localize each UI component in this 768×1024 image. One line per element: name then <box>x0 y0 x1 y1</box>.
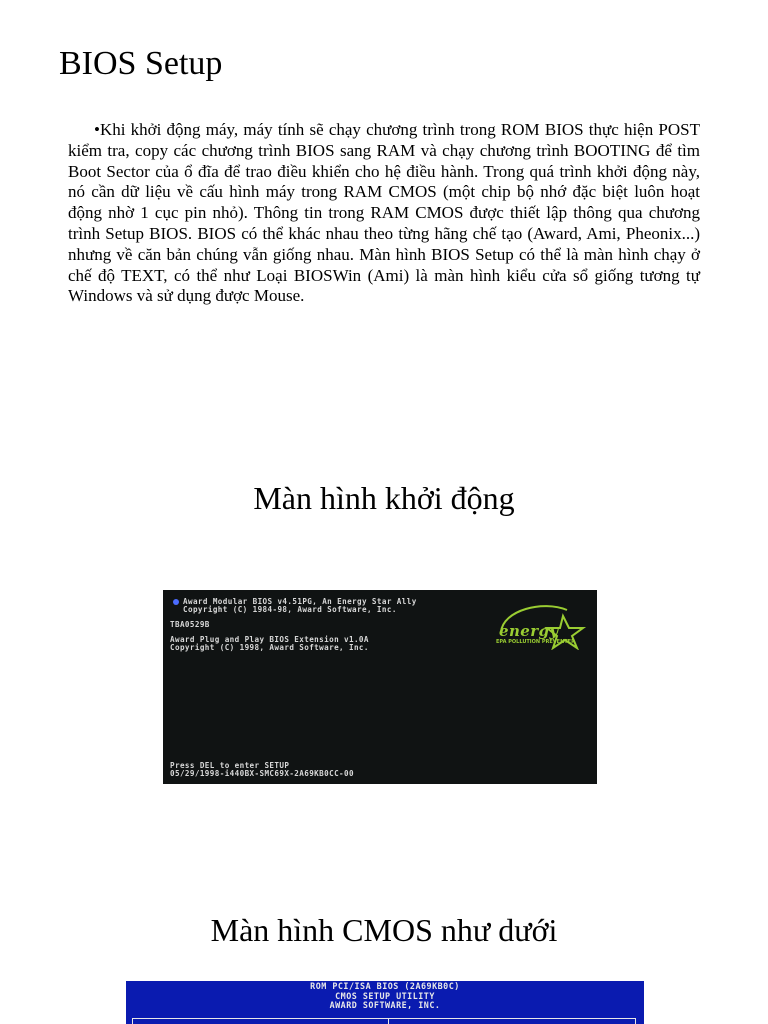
boot-line-3: TBA0529B <box>170 620 210 629</box>
cmos-menu-divider <box>388 1018 389 1024</box>
boot-line-4: Award Plug and Play BIOS Extension v1.0A <box>170 635 369 644</box>
boot-line-6: Press DEL to enter SETUP <box>170 761 290 770</box>
cmos-screen-heading: Màn hình CMOS như dưới <box>210 912 558 948</box>
energy-caption: EPA POLLUTION PREVENTER <box>496 639 575 645</box>
boot-line-5: Copyright (C) 1998, Award Software, Inc. <box>170 643 369 652</box>
boot-line-7: 05/29/1998-i440BX-SMC69X-2A69KB0CC-00 <box>170 769 354 778</box>
boot-line-2: Copyright (C) 1984-98, Award Software, Inc. <box>183 605 397 614</box>
cmos-header <box>126 982 644 1011</box>
boot-line-1: Award Modular BIOS v4.51PG, An Energy Star Ally <box>183 597 417 606</box>
cmos-line-2: CMOS SETUP UTILITY <box>335 990 435 1001</box>
body-paragraph: •Khi khởi động máy, máy tính sẽ chạy chương trình trong ROM BIOS thực hiện POST kiểm tra, copy các chương trình BIOS sang RAM và chạy chương trình BOOTING để tìm Boot Sector của ổ đĩa để trao điều khiển cho hệ điều hành. Trong quá trình khởi động này, nó cần dữ liệu về cấu hình máy trong RAM CMOS (một chip bộ nhớ đặc biệt luôn hoạt động nhờ 1 cục pin nhỏ). Thông tin trong RAM CMOS được thiết lập thông qua chương trình Setup BIOS. BIOS có thể khác nhau theo từng hãng chế tạo (Award, Ami, Pheonix...) nhưng về căn bản chúng vẫn giống nhau. Màn hình BIOS Setup có thể là màn hình chạy ở chế độ TEXT, có thể như Loại BIOSWin (Ami) là màn hình kiểu cửa sổ giống tương tự Windows và sử dụng được Mouse. <box>68 120 700 306</box>
cmos-screen-image <box>126 981 644 1024</box>
energy-logo-text: energy <box>499 622 559 640</box>
cmos-menu-frame <box>132 1018 636 1024</box>
cmos-line-3: AWARD SOFTWARE, INC. <box>329 1000 441 1011</box>
award-bios-icon <box>173 599 179 605</box>
cmos-line-1: ROM PCI/ISA BIOS (2A69KB0C) <box>310 981 460 991</box>
boot-screen-image <box>163 590 597 784</box>
boot-screen-heading: Màn hình khởi động <box>253 480 515 516</box>
slide-title: BIOS Setup <box>59 45 223 82</box>
